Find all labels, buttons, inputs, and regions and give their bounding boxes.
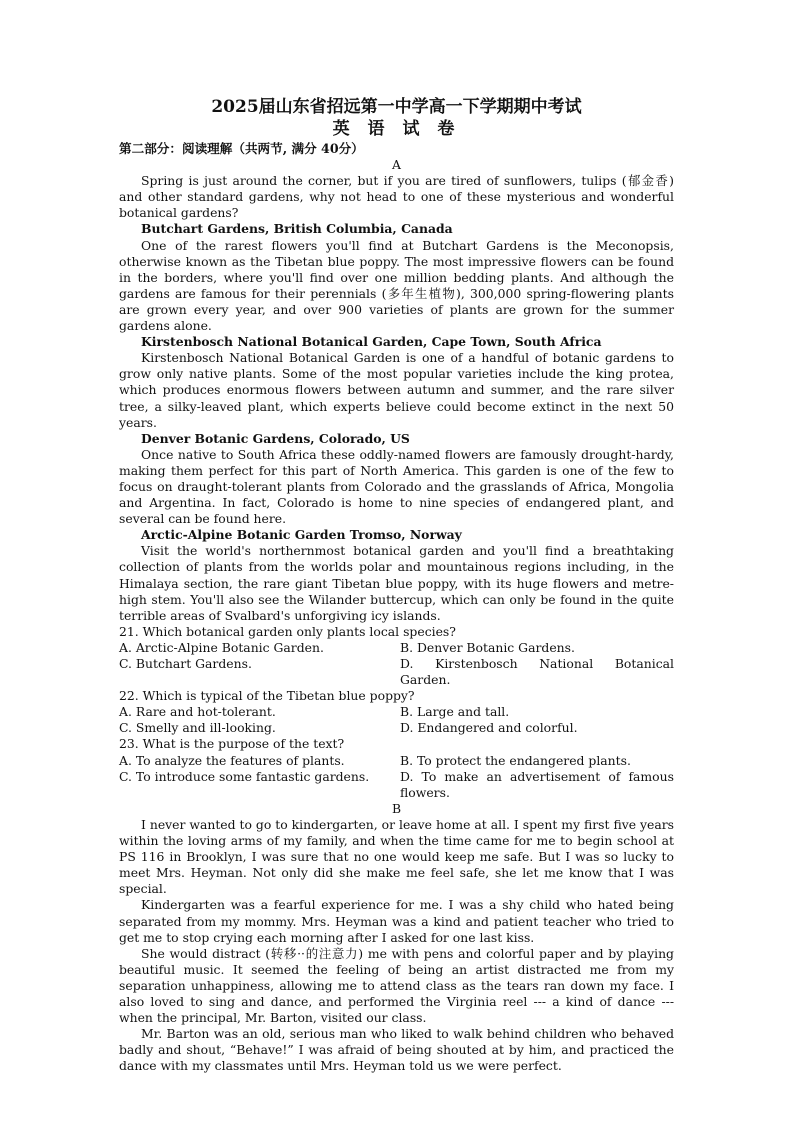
option: B. Large and tall. [400, 704, 510, 720]
option: A. To analyze the features of plants. [119, 752, 345, 768]
garden-heading: Arctic-Alpine Botanic Garden Tromso, Norway [141, 527, 462, 543]
story-paragraph: I never wanted to go to kindergarten, or leave home at all. I spent my first five years within the loving arms of my family, and when the time came for me to begin school at PS 116 in Brooklyn, I was sure that no one would keep me safe. But I was so lucky to meet Mrs. Heyman. Not only did she make me feel safe, she let me know that I was special. [119, 816, 674, 897]
exam-subtitle: 英 语 试 卷 [332, 119, 461, 139]
garden-paragraph: One of the rarest flowers you'll find at Butchart Gardens is the Meconopsis, otherwise known as the Tibetan blue poppy. The most impressive flowers can be found in the borders, where you'll find over one million bedding plants. And although the gardens are famous for their perennials (多年生植物), 300,000 spring-flowering plants are grown every year, and over 900 varieties of plants are grown for the summer gardens alone. [119, 237, 674, 334]
story-paragraph: Kindergarten was a fearful experience for me. I was a shy child who hated being separated from my mommy. Mrs. Heyman was a kind and patient teacher who tried to get me to stop crying each morning after I asked for one last kiss. [119, 897, 674, 945]
option: A. Rare and hot-tolerant. [119, 704, 276, 720]
garden-heading: Butchart Gardens, British Columbia, Canada [141, 221, 453, 237]
question-22-options [119, 704, 674, 736]
story-paragraph: Mr. Barton was an old, serious man who liked to walk behind children who behaved badly and shout, “Behave!” I was afraid of being shouted at by him, and practiced the dance with my classmates until Mrs. Heyman told us we were perfect. [119, 1026, 674, 1074]
story-paragraph: She would distract (转移··的注意力) me with pens and colorful paper and by playing beautiful music. It seemed the feeling of being an artist distracted me from my separation unhappiness, allowing me to attend class as the tears ran down my face. I also loved to sing and dance, and performed the Virginia reel --- a kind of dance --- when the principal, Mr. Barton, visited our class. [119, 945, 674, 1026]
passage-b-letter: B [391, 800, 402, 816]
option: C. Smelly and ill-looking. [119, 720, 276, 736]
option: C. Butchart Gardens. [119, 656, 252, 671]
exam-page [119, 96, 674, 1074]
option: B. Denver Botanic Gardens. [400, 639, 575, 655]
option: D. To make an advertisement of famous flowers. [400, 768, 674, 800]
option: D. Endangered and colorful. [400, 720, 578, 736]
garden-paragraph: Visit the world's northernmost botanical garden and you'll find a breathtaking collection of plants from the worlds polar and mountainous regions including, in the Himalaya section, the rare giant Tibetan blue poppy, with its huge flowers and metre-high stem. You'll also see the Wilander buttercup, which can only be found in the quite terrible areas of Svalbard's unforgiving icy islands. [119, 543, 674, 623]
option: A. Arctic-Alpine Botanic Garden. [119, 639, 324, 655]
garden-heading: Kirstenbosch National Botanical Garden, Cape Town, South Africa [141, 334, 602, 350]
option: C. To introduce some fantastic gardens. [119, 768, 370, 784]
question-21-options [119, 640, 674, 688]
passage-a-intro: Spring is just around the corner, but if you are tired of sunflowers, tulips (郁金香) and other standard gardens, why not head to one of these mysterious and wonderful botanical gardens? [119, 173, 674, 221]
exam-title: 2025届山东省招远第一中学高一下学期期中考试 [211, 97, 582, 117]
garden-heading: Denver Botanic Gardens, Colorado, US [141, 430, 410, 446]
passage-a-letter: A [392, 157, 401, 173]
garden-paragraph: Once native to South Africa these oddly-named flowers are famously drought-hardy, making them perfect for this part of North America. This garden is one of the few to focus on draught-tolerant plants from Colorado and the grasslands of Africa, Mongolia and Argentina. In fact, Colorado is home to nine species of endangered plant, and several can be found here. [119, 446, 674, 527]
question-23-stem: 23. What is the purpose of the text? [119, 736, 345, 752]
option: D. Kirstenbosch National Botanical Garden. [400, 656, 674, 688]
question-21-stem: 21. Which botanical garden only plants local species? [119, 623, 456, 639]
question-22-stem: 22. Which is typical of the Tibetan blue poppy? [119, 688, 415, 704]
garden-paragraph: Kirstenbosch National Botanical Garden is one of a handful of botanic gardens to grow only native plants. Some of the most popular varieties include the king protea, which produces enormous flowers between autumn and summer, and the rare silver tree, a silky-leaved plant, which experts believe could become extinct in the next 50 years. [119, 350, 674, 430]
section-heading: 第二部分：阅读理解（共两节, 满分 40分） [119, 141, 364, 156]
option: B. To protect the endangered plants. [400, 752, 631, 768]
question-23-options [119, 753, 674, 801]
